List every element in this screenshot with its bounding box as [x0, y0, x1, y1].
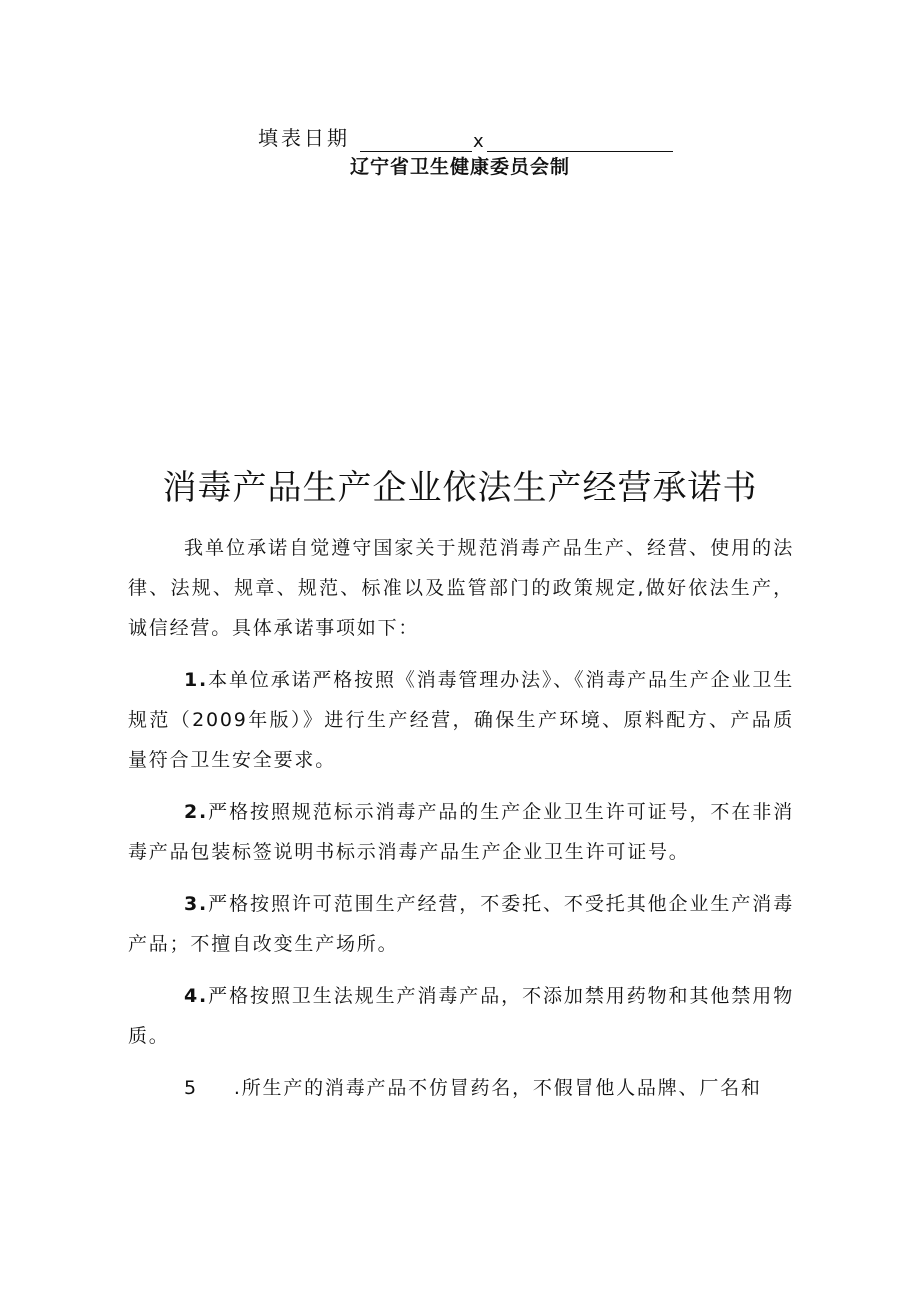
fill-date-separator: x [473, 131, 486, 152]
item-number: 2. [184, 801, 209, 823]
item-text: 本单位承诺严格按照《消毒管理办法》、《消毒产品生产企业卫生规范（2009年版）》进行生产经营，确保生产环境、原料配方、产品质量符合卫生安全要求。 [128, 669, 794, 771]
issuer-line: 辽宁省卫生健康委员会制 [349, 156, 570, 178]
item-text: .所生产的消毒产品不仿冒药名，不假冒他人品牌、厂名和 [233, 1077, 762, 1099]
fill-date-blank[interactable] [360, 131, 472, 152]
commitment-item-4 [128, 976, 794, 1056]
item-text: 严格按照许可范围生产经营，不委托、不受托其他企业生产消毒产品；不擅自改变生产场所。 [128, 893, 794, 955]
item-text: 严格按照卫生法规生产消毒产品，不添加禁用药物和其他禁用物质。 [128, 985, 794, 1047]
commitment-item-1 [128, 660, 794, 780]
fill-date-line [258, 124, 673, 152]
intro-paragraph: 我单位承诺自觉遵守国家关于规范消毒产品生产、经营、使用的法律、法规、规章、规范、标准以及监管部门的政策规定,做好依法生产，诚信经营。具体承诺事项如下： [128, 537, 794, 639]
item-number: 1. [184, 669, 209, 691]
fill-date-blank-2[interactable] [487, 131, 673, 152]
item-text: 严格按照规范标示消毒产品的生产企业卫生许可证号，不在非消毒产品包装标签说明书标示消毒产品生产企业卫生许可证号。 [128, 801, 794, 863]
item-number: 3. [184, 893, 209, 915]
document-title: 消毒产品生产企业依法生产经营承诺书 [162, 468, 758, 508]
item-number: 4. [184, 985, 209, 1007]
commitment-item-3 [128, 884, 794, 964]
document-body [128, 528, 794, 1108]
item-number: 5 [184, 1077, 198, 1099]
commitment-item-5 [128, 1068, 794, 1108]
fill-date-label: 填表日期 [258, 126, 350, 150]
commitment-item-2 [128, 792, 794, 872]
